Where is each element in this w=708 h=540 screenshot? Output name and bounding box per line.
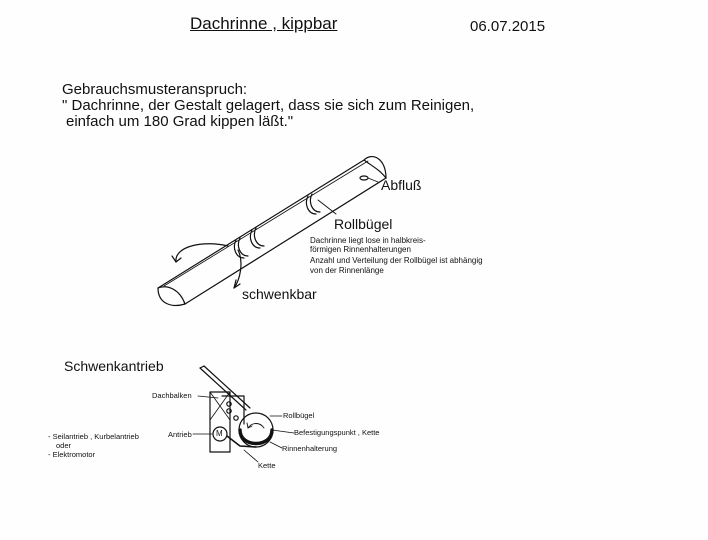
label-dachbalken: Dachbalken	[152, 391, 192, 400]
gutter-holder	[240, 430, 272, 444]
rotation-indicator	[247, 423, 252, 428]
motor-label: M	[216, 429, 223, 438]
swivel-drive-drawing	[193, 366, 294, 462]
rotation-arrow-top	[176, 244, 228, 262]
label-antrieb: Antrieb	[168, 430, 192, 439]
label-rollbuegel: Rollbügel	[334, 216, 393, 232]
roll-band	[250, 228, 264, 248]
claim-heading: Gebrauchsmusteranspruch:	[62, 81, 248, 98]
leader-rinnenhalterung	[270, 442, 282, 448]
bolt	[234, 416, 238, 420]
drain-pointer	[368, 178, 378, 182]
label-abfluss: Abfluß	[381, 177, 422, 193]
leader-kette	[244, 450, 258, 462]
drive-option-2: oder	[56, 441, 72, 450]
drain-hole	[360, 176, 368, 180]
roof-beam	[210, 392, 230, 452]
roof-slope	[200, 368, 246, 410]
leader-befestigung	[272, 430, 294, 433]
note-line-2: förmigen Rinnenhalterungen	[310, 245, 411, 254]
rollbuegel-pointer	[318, 200, 336, 214]
label-befestigungspunkt: Befestigungspunkt , Kette	[294, 428, 380, 437]
label-schwenkbar: schwenkbar	[242, 286, 317, 302]
drive-option-3: - Elektromotor	[48, 450, 96, 459]
claim-line-2: einfach um 180 Grad kippen läßt."	[66, 113, 294, 130]
rotation-indicator	[248, 424, 264, 429]
document-date: 06.07.2015	[470, 18, 546, 35]
roof-slope	[200, 366, 204, 368]
drive-option-1: - Seilantrieb , Kurbelantrieb	[48, 432, 139, 441]
note-line-1: Dachrinne liegt lose in halbkreis-	[310, 236, 426, 245]
roll-band	[306, 194, 320, 214]
label-kette: Kette	[258, 461, 276, 470]
label-rinnenhalterung: Rinnenhalterung	[282, 444, 338, 453]
note-line-4: von der Rinnenlänge	[310, 266, 384, 275]
page-title: Dachrinne , kippbar	[190, 14, 338, 33]
roll-band	[234, 238, 248, 258]
claim-line-1: " Dachrinne, der Gestalt gelagert, dass sie sich zum Reinigen,	[62, 97, 475, 114]
gutter-front-rim	[158, 287, 185, 304]
label-rollbuegel-drive: Rollbügel	[283, 411, 315, 420]
drive-heading: Schwenkantrieb	[64, 358, 164, 374]
roof-slope	[204, 366, 250, 408]
leader-dachbalken	[198, 396, 218, 398]
note-line-3: Anzahl und Verteilung der Rollbügel ist abhängig	[310, 256, 483, 265]
